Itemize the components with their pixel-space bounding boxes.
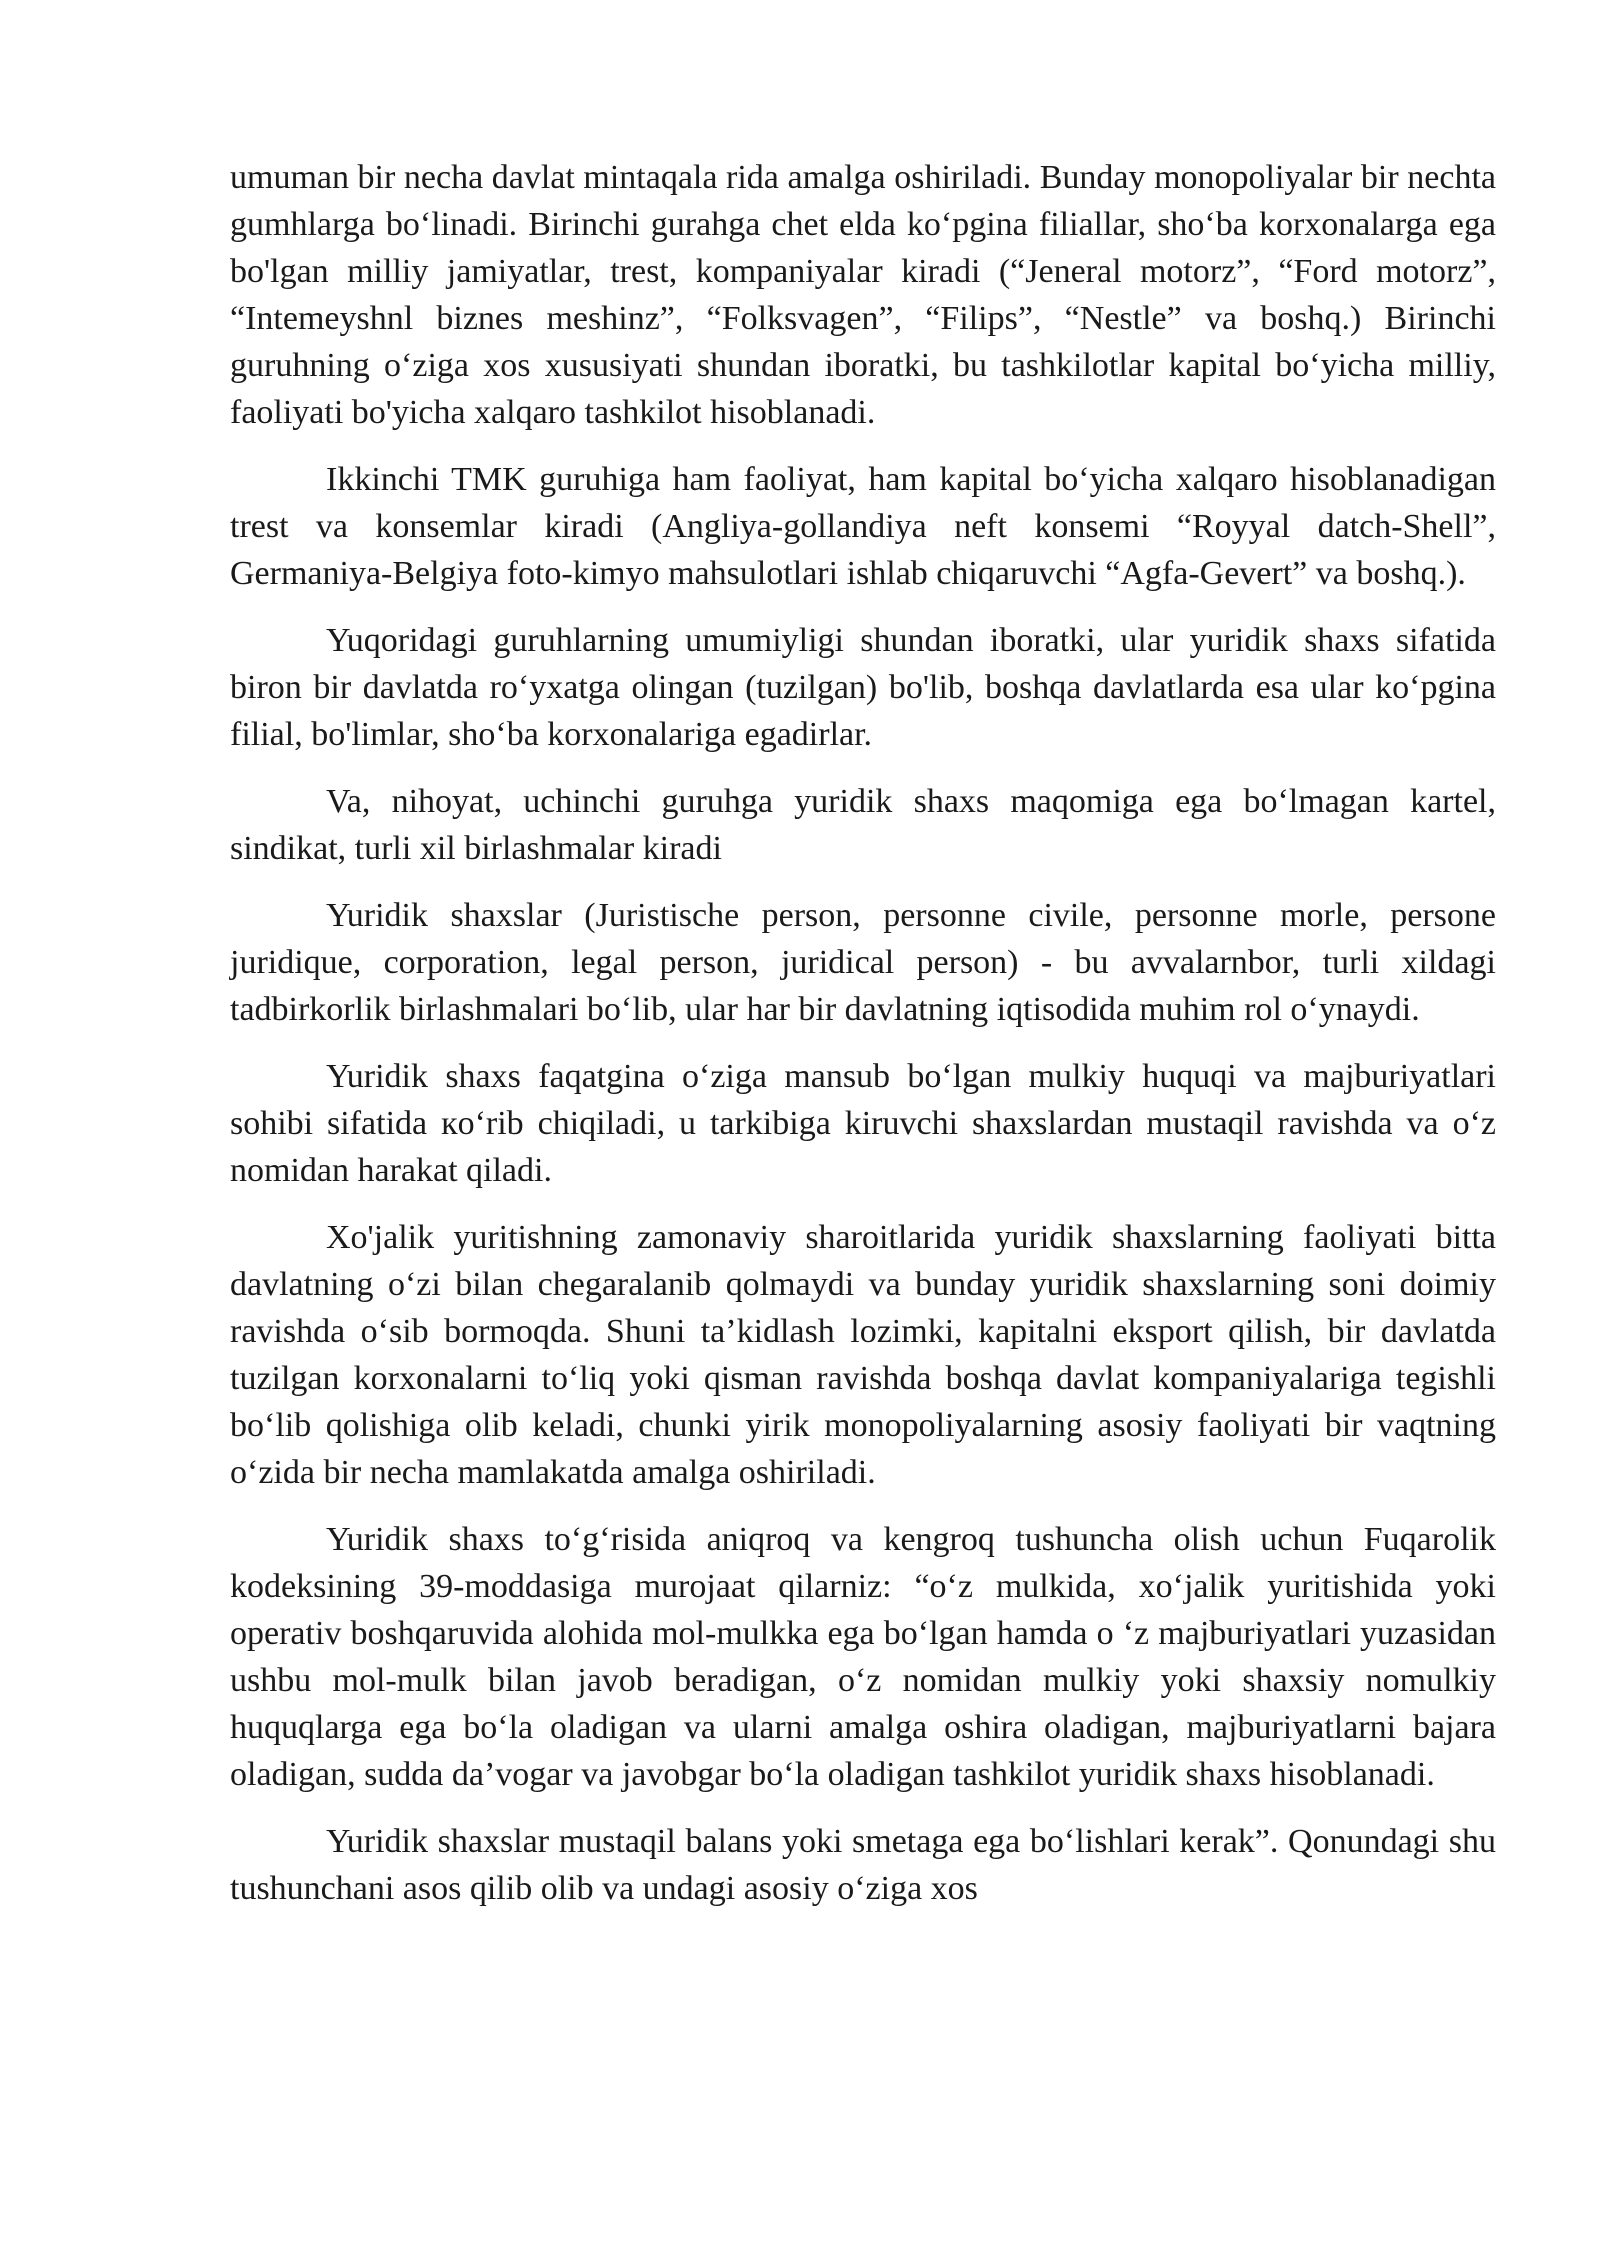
paragraph-1: umuman bir necha davlat mintaqala rida amalga oshiriladi. Bunday monopoliyalar bir nechta gumhlarga bo‘linadi. Birinchi gurahga chet elda ko‘pgina filiallar, sho‘ba korxonalarga ega bo'lgan milliy jamiyatlar, trest, kompaniyalar kiradi (“Jeneral motorz”, “Ford motorz”, “Intemeyshnl biznes meshinz”, “Folksvagen”, “Filips”, “Nestle” va boshq.) Birinchi guruhning o‘ziga xos xususiyati shundan iboratki, bu tashkilotlar kapital bo‘yicha milliy, faoliyati bo'yicha xalqaro tashkilot hisoblanadi. <box>230 159 1496 431</box>
paragraph-2: Ikkinchi TMK guruhiga ham faoliyat, ham kapital bo‘yicha xalqaro hisoblanadigan trest va konsemlar kiradi (Angliya-gollandiya neft konsemi “Royyal datch-Shell”, Germaniya-Belgiya foto-kimyo mahsulotlari ishlab chiqaruvchi “Agfa-Gevert” va boshq.). <box>230 461 1496 592</box>
paragraph-8: Yuridik shaxs to‘g‘risida aniqroq va kengroq tushuncha olish uchun Fuqarolik kodeksining 39-moddasiga murojaat qilarniz: “o‘z mulkida, xo‘jalik yuritishida yoki operativ boshqaruvida alohida mol-mulkka ega bo‘lgan hamda o ‘z majburiyatlari yuzasidan ushbu mol-mulk bilan javob beradigan, o‘z nomidan mulkiy yoki shaxsiy nomulkiy huquqlarga ega bo‘la oladigan va ularni amalga oshira oladigan, majburiyatlarni bajara oladigan, sudda da’vogar va javobgar bo‘la oladigan tashkilot yuridik shaxs hisoblanadi. <box>230 1521 1496 1793</box>
paragraph-4: Va, nihoyat, uchinchi guruhga yuridik shaxs maqomiga ega bo‘lmagan kartel, sindikat, turli xil birlashmalar kiradi <box>230 783 1496 867</box>
paragraph-5: Yuridik shaxslar (Juristische person, personne civile, personne morle, persone juridique, corporation, legal person, juridical person) - bu avvalarnbor, turli xildagi tadbirkorlik birlashmalari bo‘lib, ular har bir davlatning iqtisodida muhim rol o‘ynaydi. <box>230 897 1496 1028</box>
document-page <box>230 154 1496 1912</box>
paragraph-7: Xo'jalik yuritishning zamonaviy sharoitlarida yuridik shaxslarning faoliyati bitta davlatning o‘zi bilan chegaralanib qolmaydi va bunday yuridik shaxslarning soni doimiy ravishda o‘sib bormoqda. Shuni ta’kidlash lozimki, kapitalni eksport qilish, bir davlatda tuzilgan korxonalarni to‘liq yoki qisman ravishda boshqa davlat kompaniyalariga tegishli bo‘lib qolishiga olib keladi, chunki yirik monopoliyalarning asosiy faoliyati bir vaqtning o‘zida bir necha mamlakatda amalga oshiriladi. <box>230 1219 1496 1491</box>
paragraph-3: Yuqoridagi guruhlarning umumiyligi shundan iboratki, ular yuridik shaxs sifatida biron bir davlatda ro‘yxatga olingan (tuzilgan) bo'lib, boshqa davlatlarda esa ular ko‘pgina filial, bo'limlar, sho‘ba korxonalariga egadirlar. <box>230 622 1496 753</box>
paragraph-9: Yuridik shaxslar mustaqil balans yoki smetaga ega bo‘lishlari kerak”. Qonundagi shu tushunchani asos qilib olib va undagi asosiy o‘ziga xos <box>230 1823 1496 1907</box>
paragraph-6: Yuridik shaxs faqatgina o‘ziga mansub bo‘lgan mulkiy huquqi va majburiyatlari sohibi sifatida кo‘rib chiqiladi, u tarkibiga kiruvchi shaxslardan mustaqil ravishda va o‘z nomidan harakat qiladi. <box>230 1058 1496 1189</box>
